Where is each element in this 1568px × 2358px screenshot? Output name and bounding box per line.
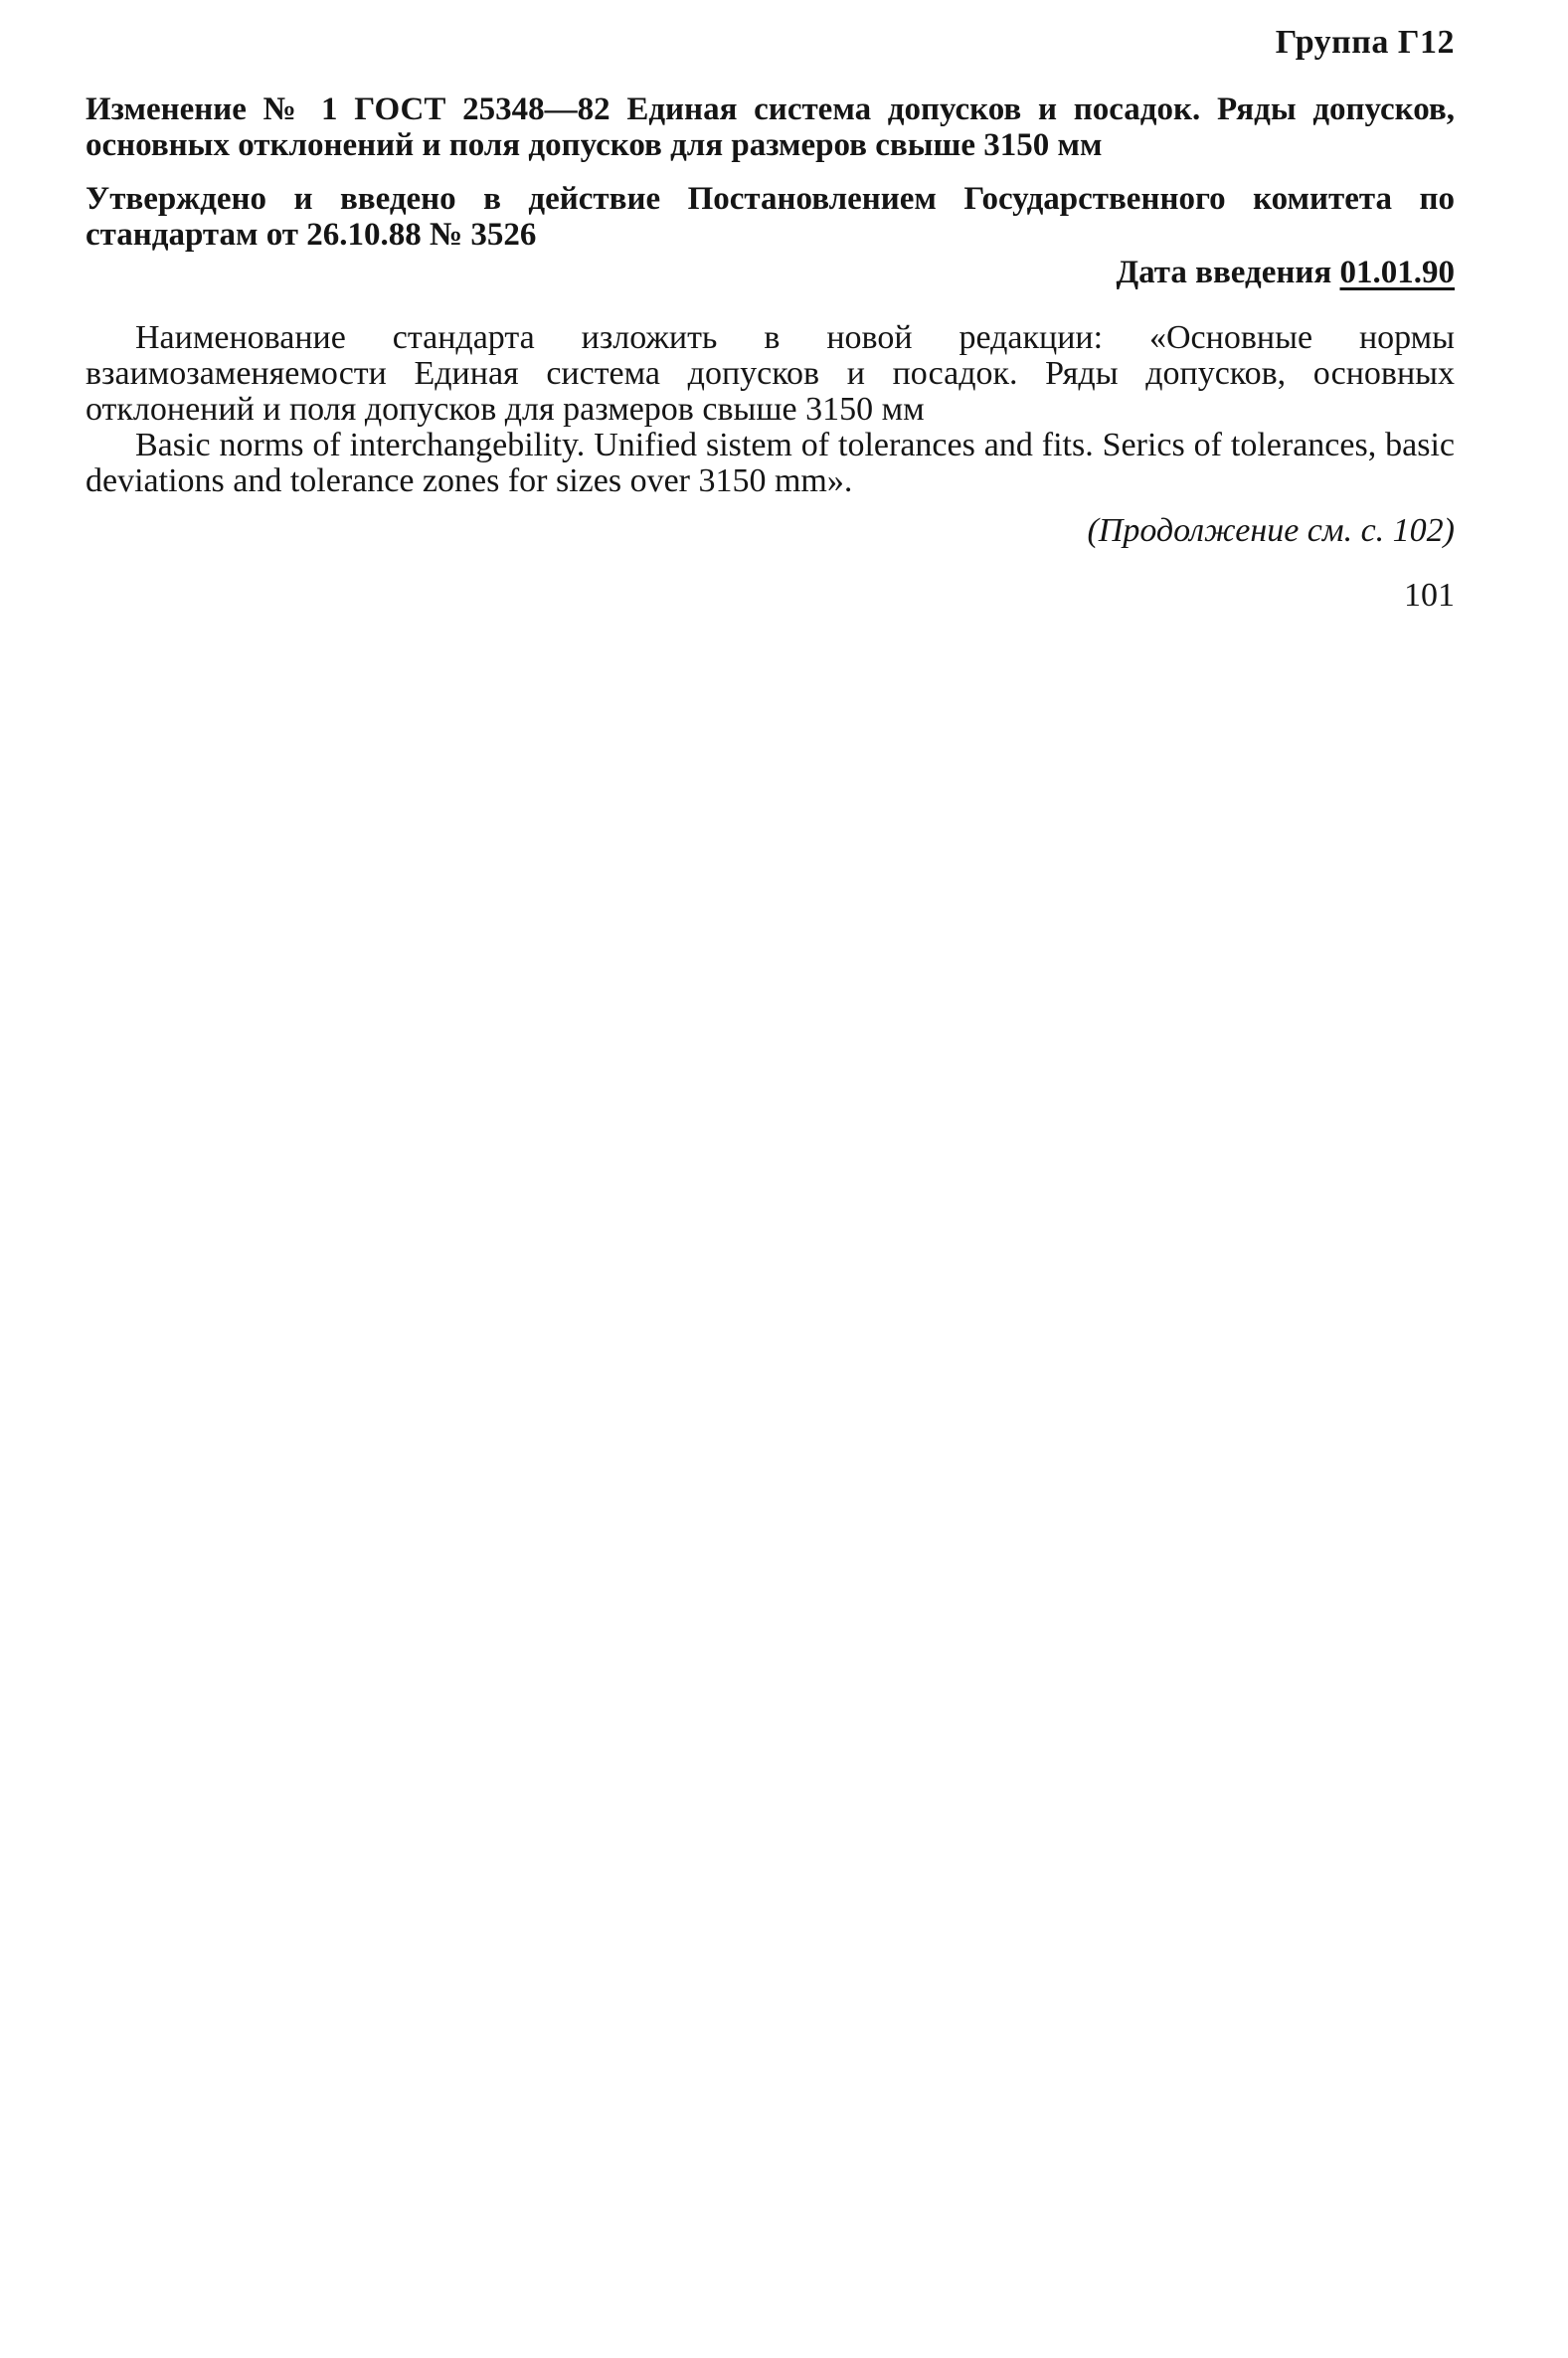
introduction-date bbox=[1116, 255, 1455, 291]
amendment-title: Изменение № 1 ГОСТ 25348—82 Единая система допусков и посадок. Ряды допусков, основных отклонений и поля допусков для размеров свыше 3150 мм bbox=[86, 91, 1455, 163]
paragraph-english: Basic norms of interchangebility. Unified sistem of tolerances and fits. Serics of tolerances, basic deviations and tolerance zones for sizes over 3150 mm». bbox=[86, 427, 1455, 499]
introduction-date-value: 01.01.90 bbox=[1339, 255, 1455, 290]
group-code: Группа Г12 bbox=[1275, 24, 1455, 61]
paragraph-russian: Наименование стандарта изложить в новой редакции: «Основные нормы взаимозаменяемости Единая система допусков и посадок. Ряды допусков, основных отклонений и поля допусков для размеров свыше 3150 мм bbox=[86, 319, 1455, 428]
page-number: 101 bbox=[1404, 577, 1455, 614]
approval-statement: Утверждено и введено в действие Постановлением Государственного комитета по стандартам от 26.10.88 № 3526 bbox=[86, 181, 1455, 253]
amendment-body bbox=[86, 320, 1455, 499]
continuation-note: (Продолжение см. с. 102) bbox=[1087, 512, 1455, 549]
introduction-date-label: Дата введения bbox=[1116, 255, 1332, 290]
